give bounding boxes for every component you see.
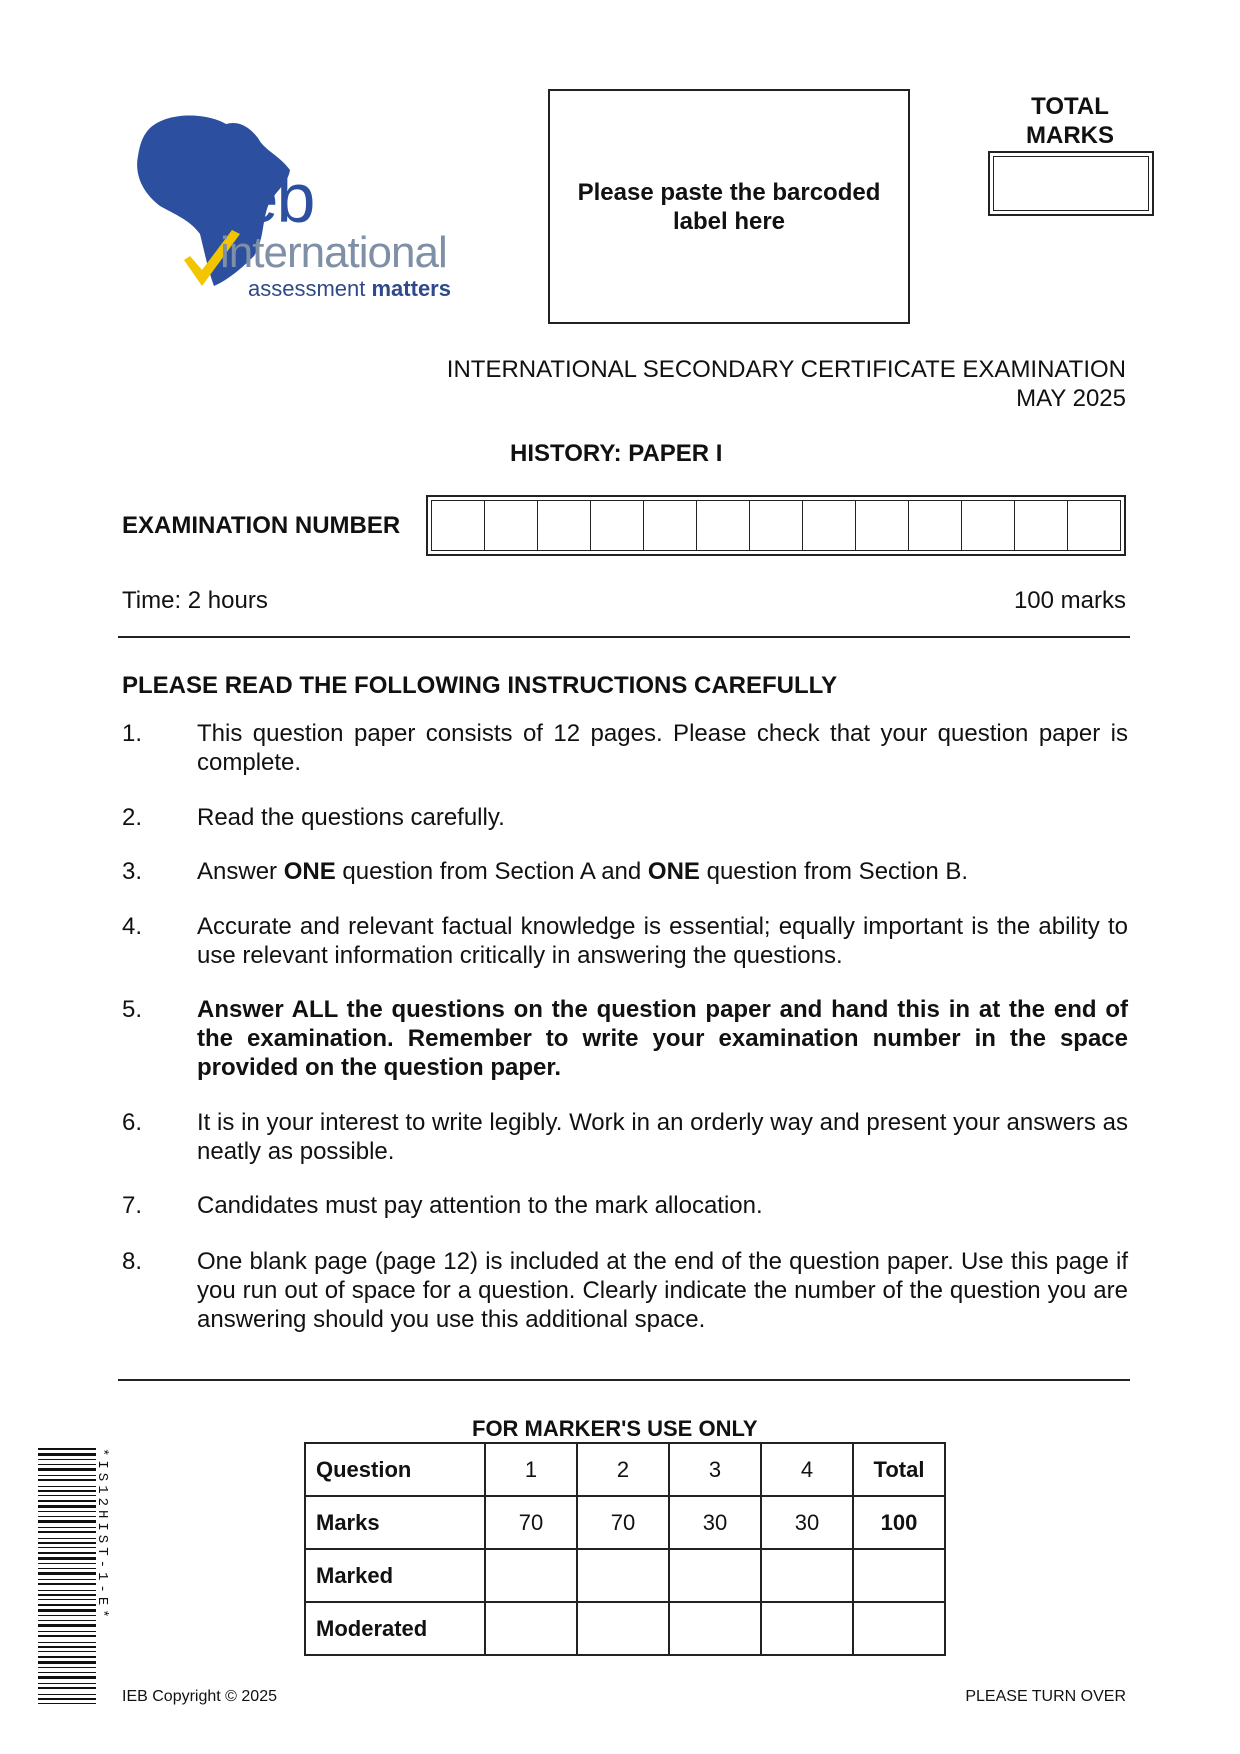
divider <box>118 1379 1130 1381</box>
instruction-item <box>122 1247 1128 1334</box>
table-cell: Marked <box>305 1549 485 1602</box>
examination-number-cell[interactable] <box>962 500 1015 551</box>
examination-number-cell[interactable] <box>750 500 803 551</box>
examination-number-cell[interactable] <box>697 500 750 551</box>
total-marks-text: 100 marks <box>1013 587 1126 614</box>
table-cell: 3 <box>669 1443 761 1496</box>
examination-number-cell[interactable] <box>856 500 909 551</box>
table-cell: 70 <box>577 1496 669 1549</box>
instruction-text: This question paper consists of 12 pages. Please check that your question paper is complete. <box>197 720 1128 776</box>
examination-number-cell[interactable] <box>1068 500 1121 551</box>
examination-number-cell[interactable] <box>909 500 962 551</box>
table-cell-blank[interactable] <box>761 1549 853 1602</box>
instruction-number: 5. <box>122 996 143 1023</box>
paper-title: HISTORY: PAPER I <box>510 440 723 467</box>
footer-copyright: IEB Copyright © 2025 <box>122 1688 277 1705</box>
table-cell-blank[interactable] <box>761 1602 853 1655</box>
barcode-label-box <box>548 89 910 324</box>
table-row <box>305 1496 945 1549</box>
table-cell: 2 <box>577 1443 669 1496</box>
table-cell: 4 <box>761 1443 853 1496</box>
time-allowed: Time: 2 hours <box>122 587 268 614</box>
examination-number-cell[interactable] <box>485 500 538 551</box>
instruction-item <box>122 803 1128 832</box>
instruction-text-part: question from Section B. <box>699 858 969 885</box>
instruction-number: 4. <box>122 913 143 940</box>
logo-tagline-regular: assessment <box>248 276 372 301</box>
table-cell: 30 <box>669 1496 761 1549</box>
divider <box>118 636 1130 638</box>
table-cell-blank[interactable] <box>853 1549 945 1602</box>
instruction-number: 2. <box>122 804 143 831</box>
instruction-number: 8. <box>122 1248 143 1275</box>
examination-number-cell[interactable] <box>644 500 697 551</box>
instruction-number: 7. <box>122 1192 143 1219</box>
exam-title-line1: INTERNATIONAL SECONDARY CERTIFICATE EXAMINATION <box>446 356 1126 383</box>
barcode-icon <box>38 1448 96 1708</box>
table-cell: 30 <box>761 1496 853 1549</box>
table-cell-blank[interactable] <box>669 1602 761 1655</box>
logo-tagline-bold: matters <box>371 276 451 301</box>
instruction-text-part: question from Section A and <box>335 858 648 885</box>
marker-table-title: FOR MARKER'S USE ONLY <box>472 1416 758 1441</box>
table-cell-blank[interactable] <box>577 1549 669 1602</box>
table-cell-blank[interactable] <box>669 1549 761 1602</box>
table-cell: Question <box>305 1443 485 1496</box>
instruction-text-part: Answer <box>197 858 284 885</box>
exam-title <box>447 355 1126 413</box>
instruction-text: One blank page (page 12) is included at the end of the question paper. Use this page if you run out of space for a question. Clearly indicate the number of the question you are answering should you use this additional space. <box>197 1248 1128 1333</box>
table-cell: Total <box>853 1443 945 1496</box>
table-cell: 100 <box>853 1496 945 1549</box>
examination-number-cell[interactable] <box>538 500 591 551</box>
table-cell: 1 <box>485 1443 577 1496</box>
instruction-text: It is in your interest to write legibly. Work in an orderly way and present your answers as neatly as possible. <box>197 1109 1128 1165</box>
total-marks-box[interactable] <box>988 151 1154 216</box>
examination-number-cell[interactable] <box>591 500 644 551</box>
instruction-text-emphasis: ONE <box>283 858 336 885</box>
logo-tagline <box>248 276 451 302</box>
table-cell-blank[interactable] <box>485 1602 577 1655</box>
footer-turn-over: PLEASE TURN OVER <box>965 1688 1126 1705</box>
table-cell: Moderated <box>305 1602 485 1655</box>
instruction-number: 6. <box>122 1109 143 1136</box>
examination-number-cell[interactable] <box>803 500 856 551</box>
table-row <box>305 1602 945 1655</box>
logo-wordmark: ieb <box>226 159 314 237</box>
examination-number-cell[interactable] <box>431 500 485 551</box>
instruction-item <box>122 1191 1128 1220</box>
instruction-item <box>122 719 1128 777</box>
instruction-item <box>122 857 1128 886</box>
instruction-text: Accurate and relevant factual knowledge is essential; equally important is the ability to use relevant information critically in answering the questions. <box>197 913 1128 969</box>
table-cell: Marks <box>305 1496 485 1549</box>
logo-subline: international <box>220 228 447 277</box>
barcode-text: *IS12HIST-1-E* <box>94 1448 110 1622</box>
examination-number-cell[interactable] <box>1015 500 1068 551</box>
table-cell: 70 <box>485 1496 577 1549</box>
instruction-text <box>197 857 1128 886</box>
instruction-text: Answer ALL the questions on the question paper and hand this in at the end of the examination. Remember to write your examination number in the space provided on the question paper. <box>197 996 1128 1081</box>
table-row <box>305 1549 945 1602</box>
table-cell-blank[interactable] <box>577 1602 669 1655</box>
instruction-text: Candidates must pay attention to the mark allocation. <box>197 1192 763 1219</box>
examination-number-label: EXAMINATION NUMBER <box>122 512 401 539</box>
exam-title-line2: MAY 2025 <box>1016 385 1126 412</box>
instruction-text: Read the questions carefully. <box>197 804 505 831</box>
table-cell-blank[interactable] <box>485 1549 577 1602</box>
barcode-label-text: Please paste the barcoded label here <box>577 178 881 235</box>
instruction-item <box>122 912 1128 970</box>
instruction-number: 1. <box>122 720 143 747</box>
instruction-item <box>122 1108 1128 1166</box>
instruction-item <box>122 995 1128 1082</box>
instruction-text-emphasis: ONE <box>647 858 700 885</box>
instructions-heading: PLEASE READ THE FOLLOWING INSTRUCTIONS CAREFULLY <box>122 672 838 699</box>
table-row <box>305 1443 945 1496</box>
total-marks-label: TOTAL MARKS <box>1026 93 1114 149</box>
instruction-number: 3. <box>122 858 143 885</box>
marker-table <box>304 1442 946 1656</box>
examination-number-grid[interactable] <box>426 495 1126 556</box>
table-cell-blank[interactable] <box>853 1602 945 1655</box>
